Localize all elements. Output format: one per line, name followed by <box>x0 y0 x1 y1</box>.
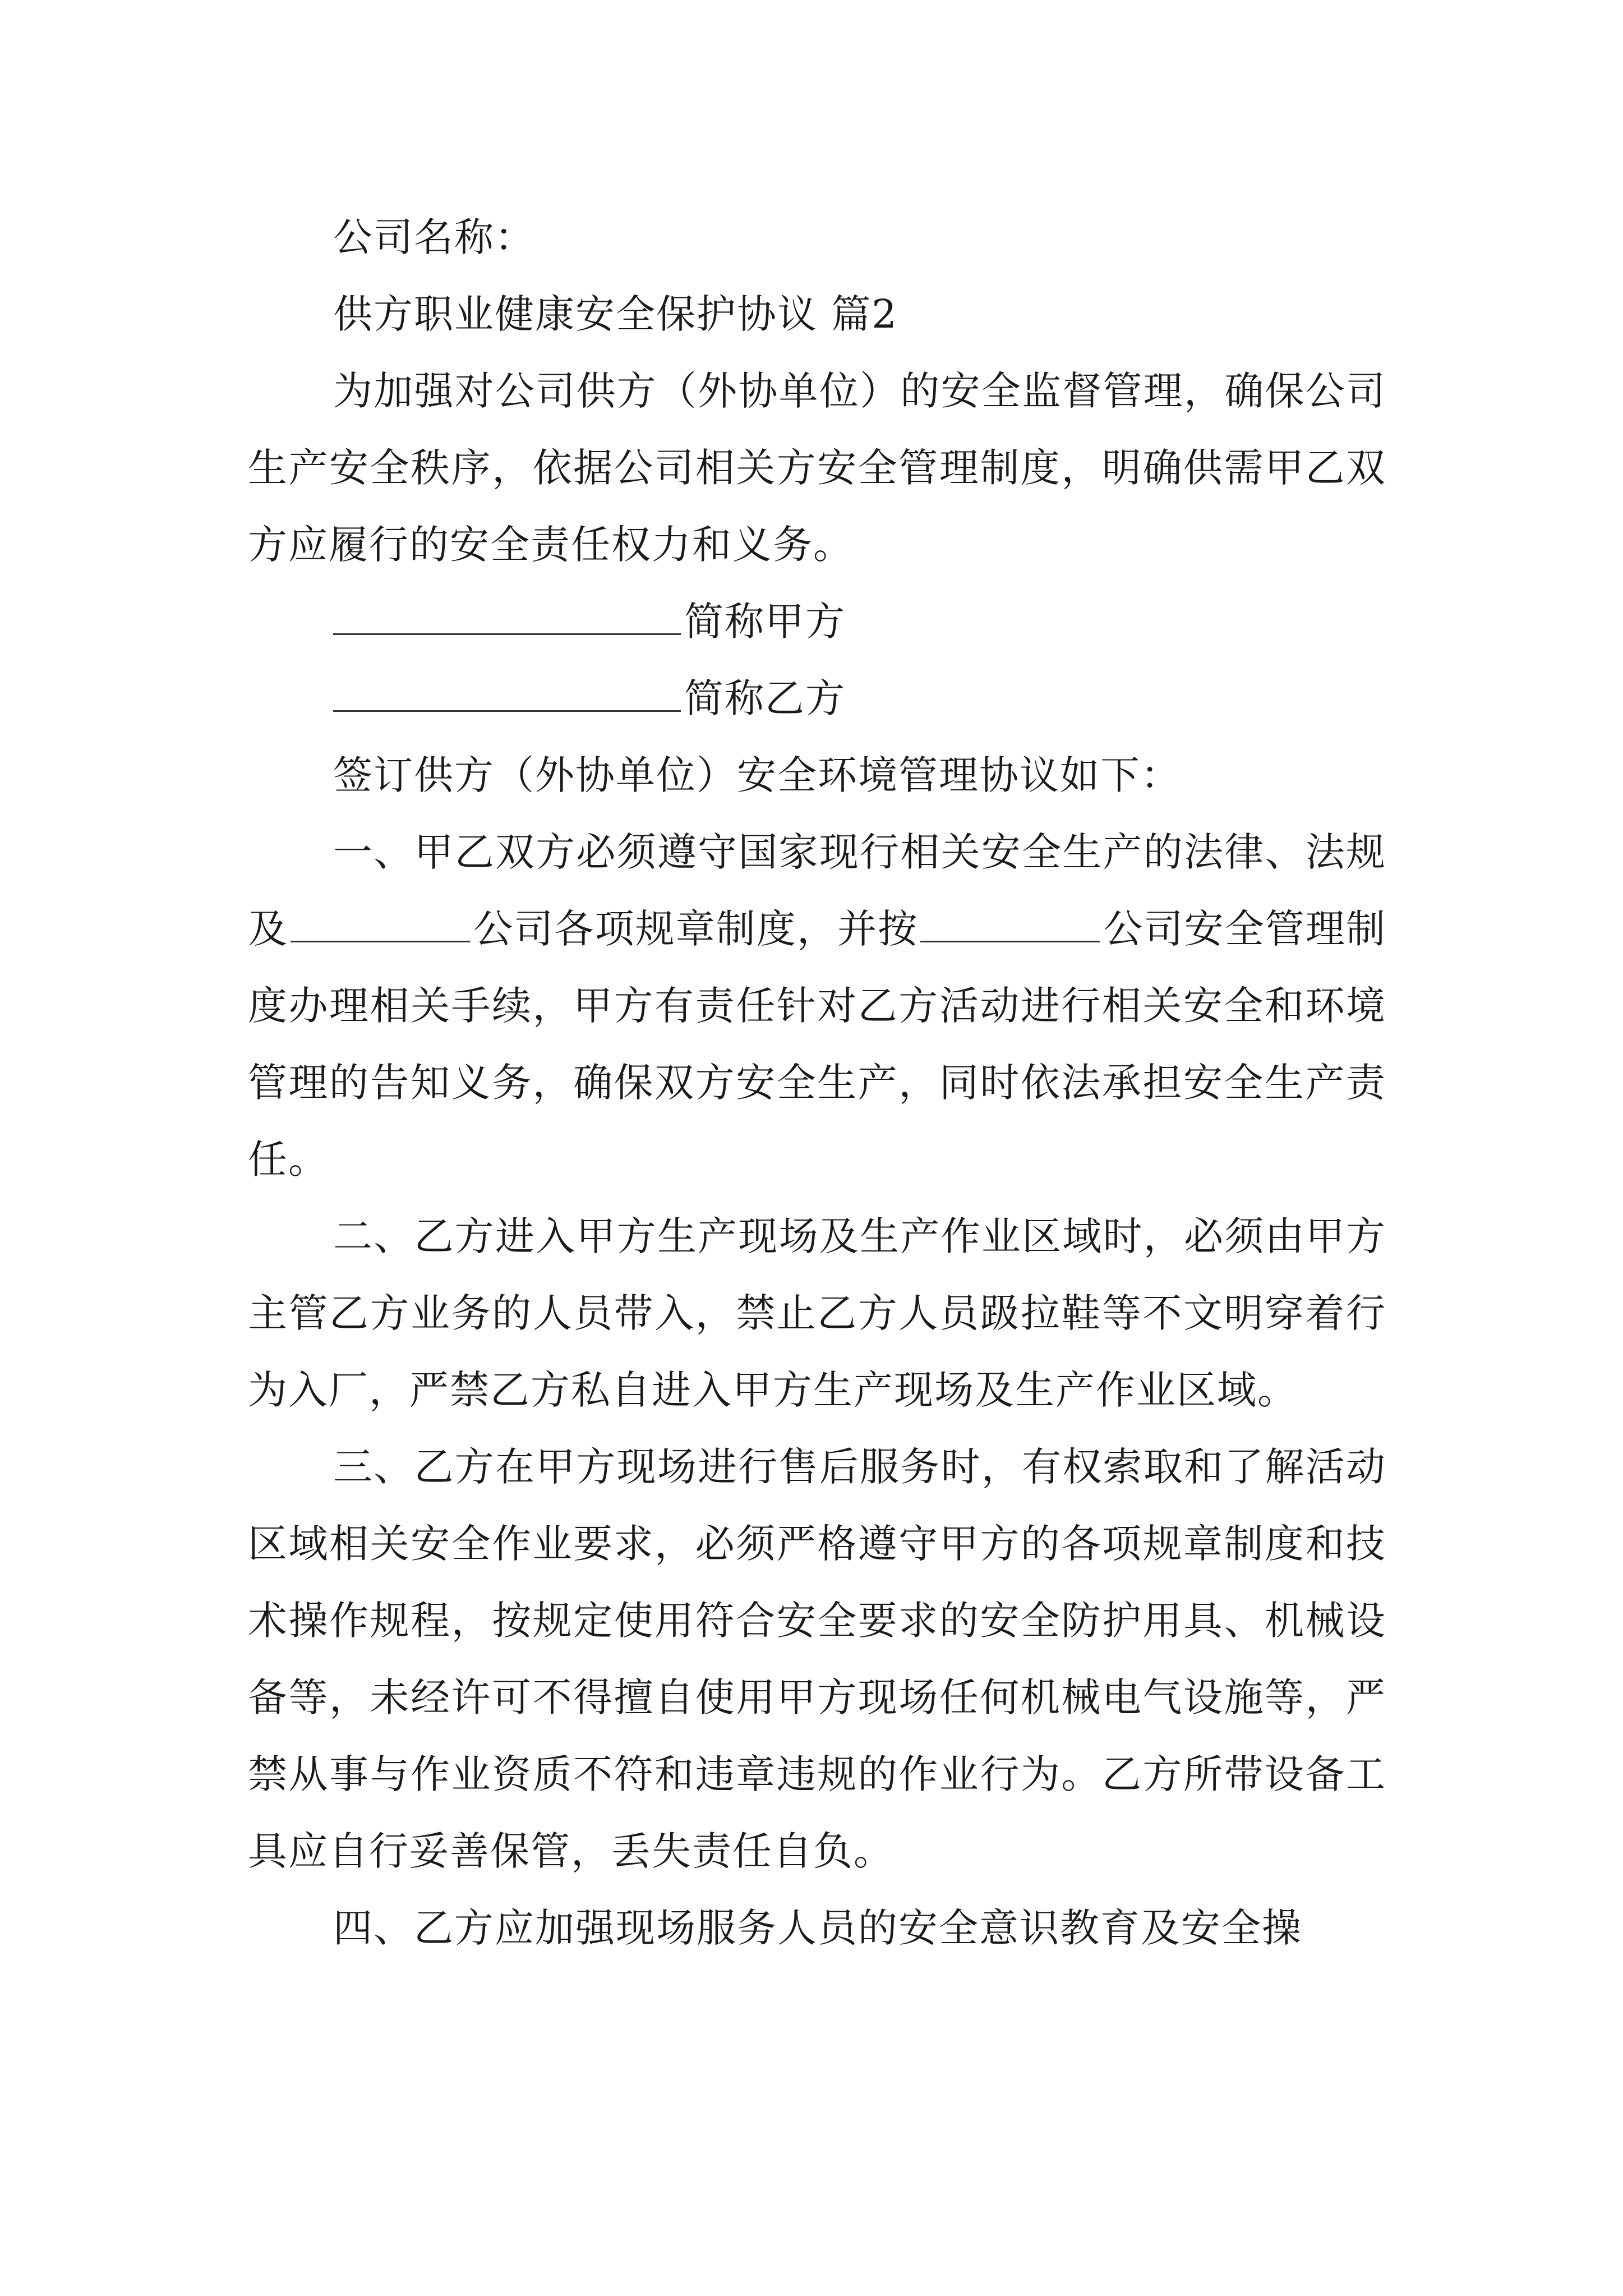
clause-1-part-b: 公司各项规章制度，并按 <box>473 906 919 952</box>
intro-paragraph: 为加强对公司供方（外协单位）的安全监督管理，确保公司生产安全秩序，依据公司相关方安全管理制度，明确供需甲乙双方应履行的安全责任权力和义务。 <box>248 368 1386 568</box>
party-a-blank <box>333 594 681 635</box>
document-title: 供方职业健康安全保护协议 篇2 <box>333 291 898 337</box>
party-a-label: 简称甲方 <box>684 599 846 645</box>
clause-1-part-a: 一、甲乙双方必须遵守国家现行相关安全生产的法律、法规及 <box>248 829 1386 952</box>
party-b-line <box>248 660 1386 737</box>
party-b-label: 简称乙方 <box>684 675 846 721</box>
clause-1 <box>248 814 1386 1198</box>
clause-1-blank-2 <box>920 901 1100 942</box>
clause-3: 三、乙方在甲方现场进行售后服务时，有权索取和了解活动区域相关安全作业要求，必须严格遵守甲方的各项规章制度和技术操作规程，按规定使用符合安全要求的安全防护用具、机械设备等，未经许可不得擅自使用甲方现场任何机械电气设施等，严禁从事与作业资质不符和违章违规的作业行为。乙方所带设备工具应自行妥善保管，丢失责任自负。 <box>248 1444 1386 1874</box>
clause-2: 二、乙方进入甲方生产现场及生产作业区域时，必须由甲方主管乙方业务的人员带入，禁止乙方人员趿拉鞋等不文明穿着行为入厂，严禁乙方私自进入甲方生产现场及生产作业区域。 <box>248 1213 1386 1413</box>
document-body <box>248 199 1386 1967</box>
clause-1-blank-1 <box>291 901 470 942</box>
agreement-lead: 签订供方（外协单位）安全环境管理协议如下： <box>333 752 1181 798</box>
company-name-label: 公司名称： <box>333 214 535 260</box>
clause-4: 四、乙方应加强现场服务人员的安全意识教育及安全操 <box>333 1905 1302 1951</box>
party-a-line <box>248 583 1386 660</box>
clause-1-part-c: 公司安全管理制度办理相关手续，甲方有责任针对乙方活动进行相关安全和环境管理的告知义务，确保双方安全生产，同时依法承担安全生产责任。 <box>248 906 1387 1182</box>
party-b-blank <box>333 671 681 712</box>
